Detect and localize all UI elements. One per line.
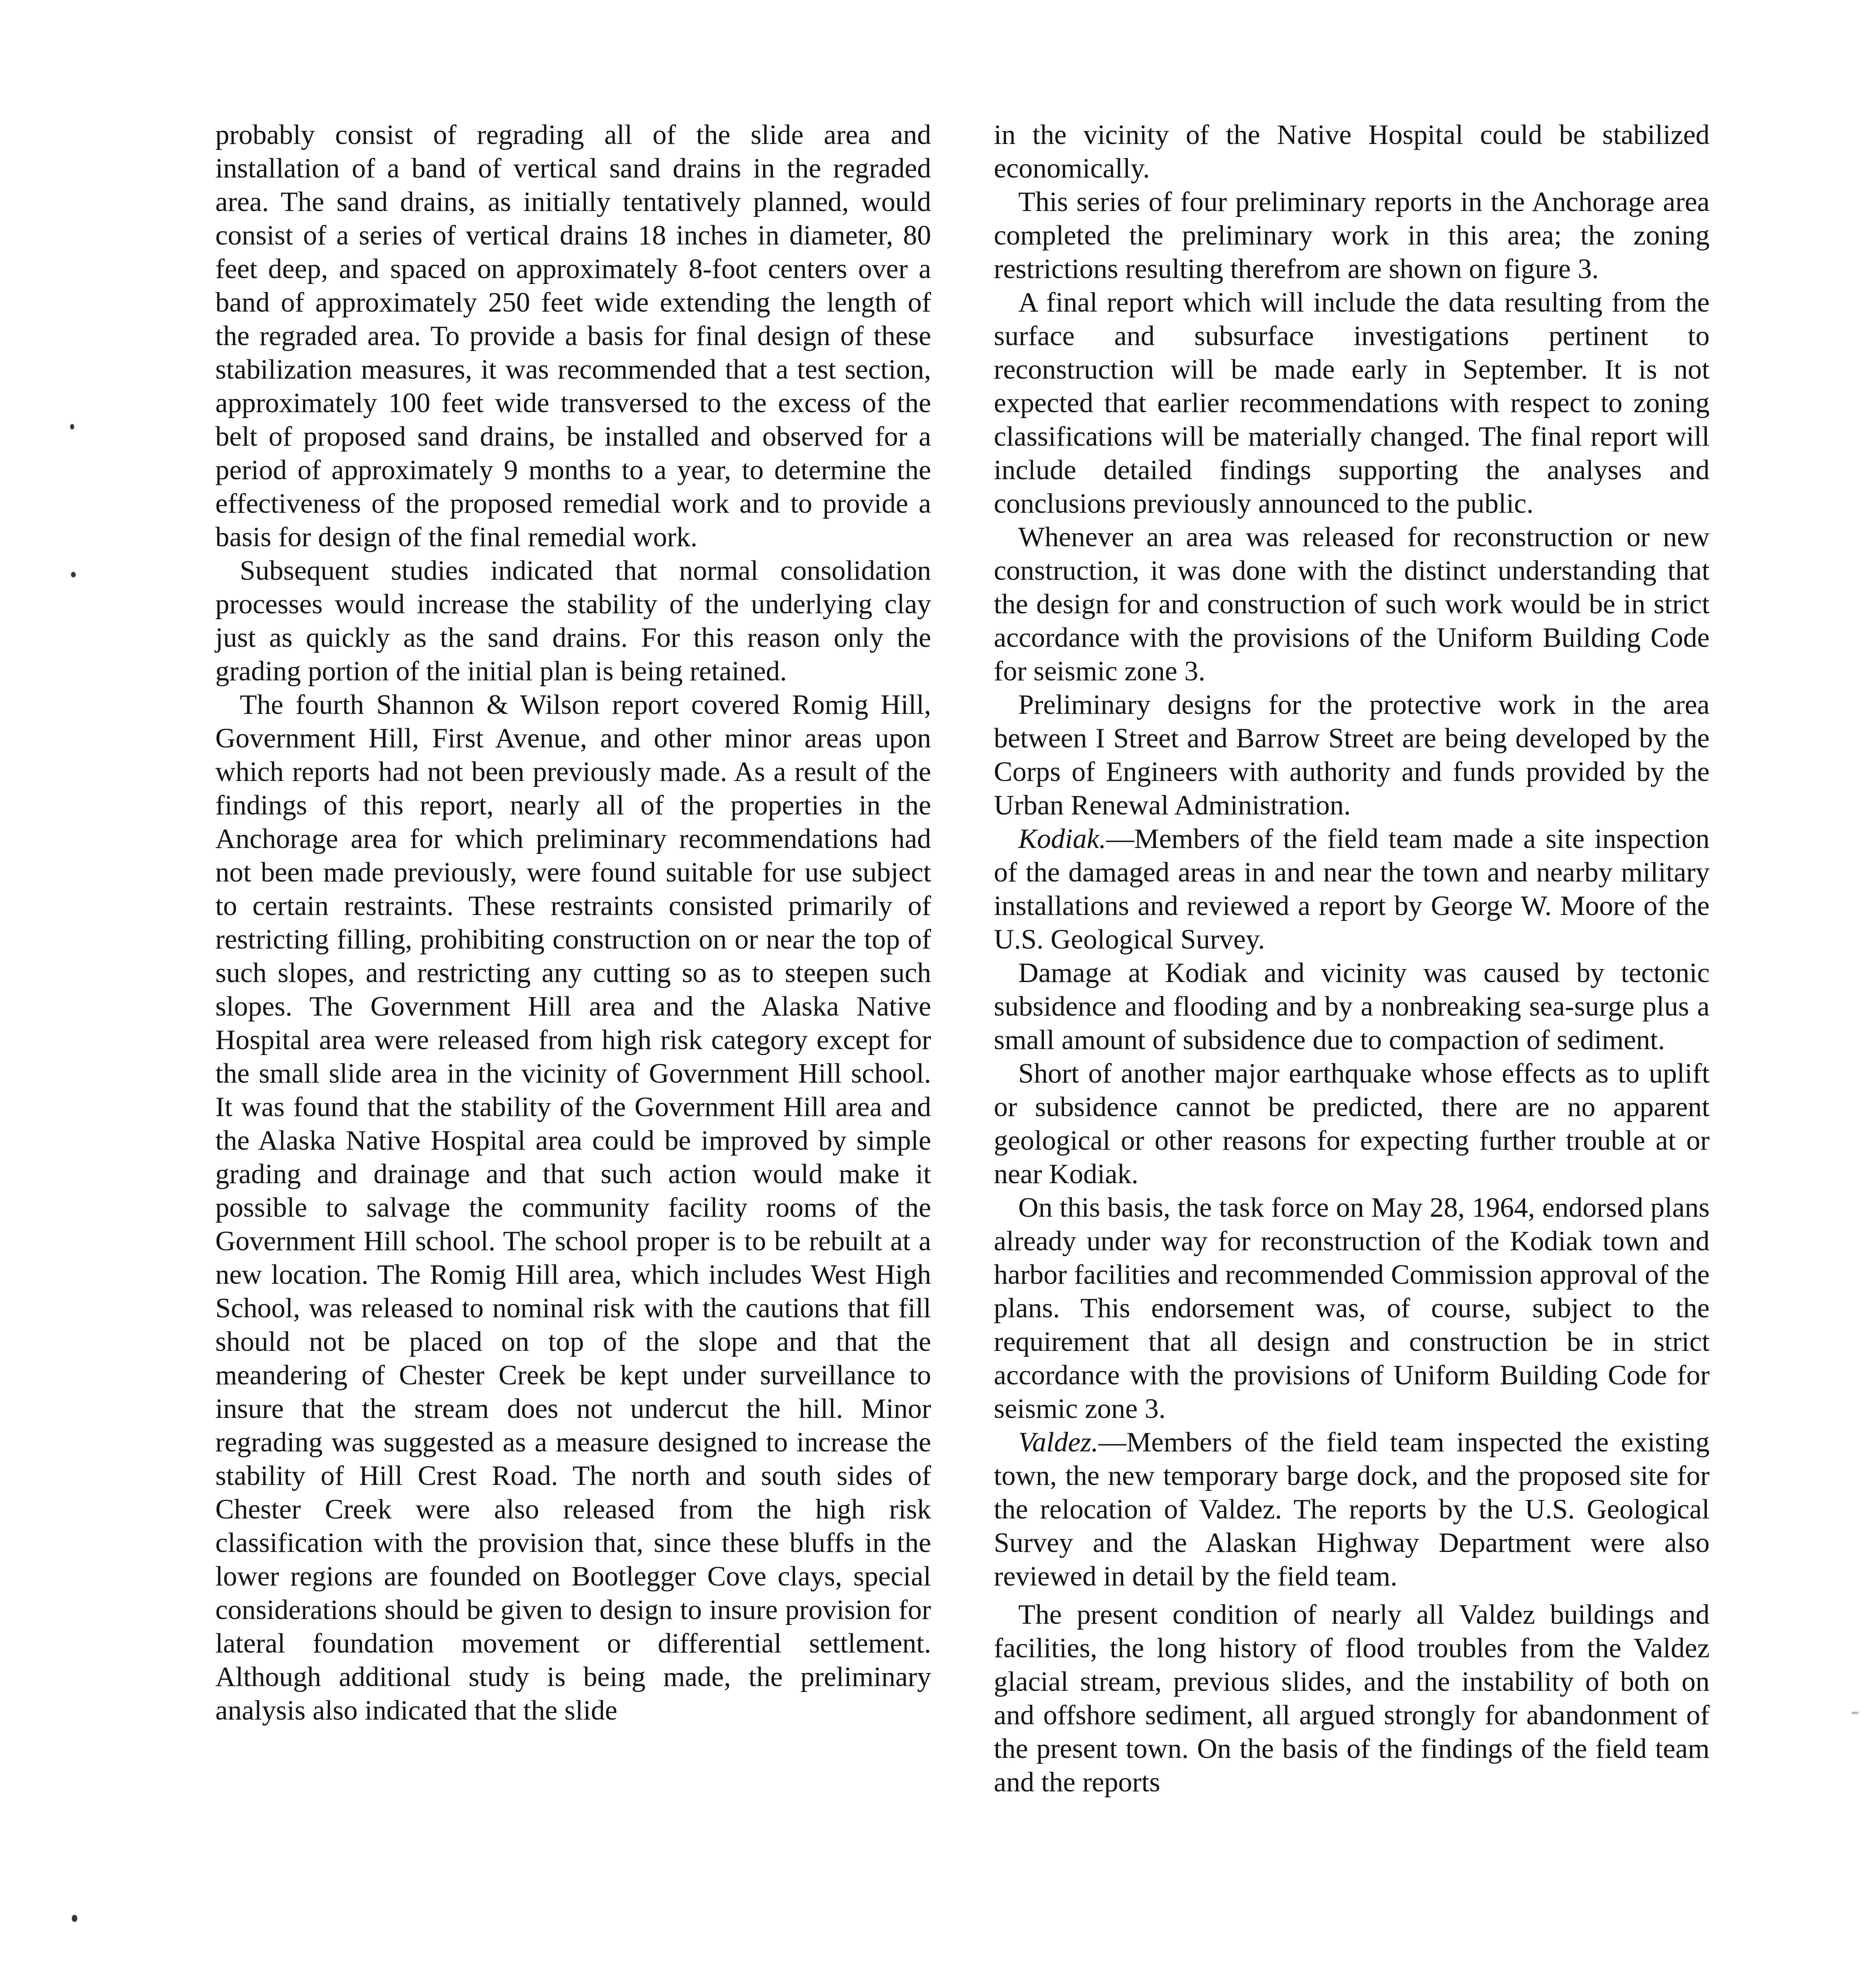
kodiak-section xyxy=(994,822,1710,956)
right-column xyxy=(994,118,1710,1799)
paragraph: Whenever an area was released for reconstruction or new construction, it was done with the distinct understanding that the design for and construction of such work would be in strict accordance with the provisions of the Uniform Building Code for seismic zone 3. xyxy=(994,522,1710,687)
paragraph: The fourth Shannon & Wilson report covered Romig Hill, Government Hill, First Avenue, and other minor areas upon which reports had not been previously made. As a result of the findings of this report, nearly all of the properties in the Anchorage area for which preliminary recommendations had not been made previously, were found suitable for use subject to certain restraints. These restraints consisted primarily of restricting filling, prohibiting construction on or near the top of such slopes, and restricting any cutting so as to steepen such slopes. The Government Hill area and the Alaska Native Hospital area were released from high risk category except for the small slide area in the vicinity of Government Hill school. It was found that the stability of the Government Hill area and the Alaska Native Hospital area could be improved by simple grading and drainage and that such action would make it possible to salvage the community facility rooms of the Government Hill school. The school proper is to be rebuilt at a new location. The Romig Hill area, which includes West High School, was released to nominal risk with the cautions that fill should not be placed on top of the slope and that the meandering of Chester Creek be kept under surveillance to insure that the stream does not undercut the hill. Minor regrading was suggested as a measure designed to increase the stability of Hill Crest Road. The north and south sides of Chester Creek were also released from the high risk classification with the provision that, since these bluffs in the lower regions are founded on Bootlegger Cove clays, special considerations should be given to design to insure provision for lateral foundation movement or differential settlement. Although additional study is being made, the preliminary analysis also indicated that the slide xyxy=(215,689,931,1726)
kodiak-intro: —Members of the field team made a site inspection of the damaged areas in and near the town and nearby military installations and reviewed a report by George W. Moore of the U.S. Geological Survey. xyxy=(994,824,1710,955)
valdez-intro: —Members of the field team inspected the existing town, the new temporary barge dock, and the proposed site for the relocation of Valdez. The reports by the U.S. Geological Survey and the Alaskan Highway Department were also reviewed in detail by the field team. xyxy=(994,1427,1710,1592)
kodiak-heading: Kodiak. xyxy=(1018,824,1106,854)
scan-speck xyxy=(70,424,74,430)
paragraph: Damage at Kodiak and vicinity was caused by tectonic subsidence and flooding and by a nonbreaking sea-surge plus a small amount of subsidence due to compaction of sediment. xyxy=(994,958,1710,1055)
valdez-section xyxy=(994,1426,1710,1593)
paragraph: A final report which will include the data resulting from the surface and subsurface investigations pertinent to reconstruction will be made early in September. It is not expected that earlier recommendations with respect to zoning classifications will be materially changed. The final report will include detailed findings supporting the analyses and conclusions previously announced to the public. xyxy=(994,287,1710,519)
valdez-heading: Valdez. xyxy=(1018,1427,1099,1458)
paragraph: Preliminary designs for the protective work in the area between I Street and Barrow Street are being developed by the Corps of Engineers with authority and funds provided by the Urban Renewal Administration. xyxy=(994,689,1710,821)
paragraph: Short of another major earthquake whose effects as to uplift or subsidence cannot be predicted, there are no apparent geological or other reasons for expecting further trouble at or near Kodiak. xyxy=(994,1058,1710,1190)
paragraph: in the vicinity of the Native Hospital could be stabilized economically. xyxy=(994,120,1710,184)
paragraph: probably consist of regrading all of the slide area and installation of a band of vertical sand drains in the regraded area. The sand drains, as initially tentatively planned, would consist of a series of vertical drains 18 inches in diameter, 80 feet deep, and spaced on approximately 8-foot centers over a band of approximately 250 feet wide extending the length of the regraded area. To provide a basis for final design of these stabilization measures, it was recommended that a test section, approximately 100 feet wide transversed to the excess of the belt of proposed sand drains, be installed and observed for a period of approximately 9 months to a year, to determine the effectiveness of the proposed remedial work and to provide a basis for design of the final remedial work. xyxy=(215,120,931,553)
paragraph: The present condition of nearly all Valdez buildings and facilities, the long history of flood troubles from the Valdez glacial stream, previous slides, and the instability of both on and offshore sediment, all argued strongly for abandonment of the present town. On the basis of the findings of the field team and the reports xyxy=(994,1599,1710,1798)
paragraph: Subsequent studies indicated that normal consolidation processes would increase the stability of the underlying clay just as quickly as the sand drains. For this reason only the grading portion of the initial plan is being retained. xyxy=(215,555,931,687)
left-column xyxy=(215,118,931,1727)
paragraph: This series of four preliminary reports in the Anchorage area completed the preliminary work in this area; the zoning restrictions resulting therefrom are shown on figure 3. xyxy=(994,187,1710,284)
scan-speck xyxy=(1852,1712,1859,1714)
scan-speck xyxy=(72,1915,77,1922)
scan-speck xyxy=(71,572,76,577)
paragraph: On this basis, the task force on May 28, 1964, endorsed plans already under way for reconstruction of the Kodiak town and harbor facilities and recommended Commission approval of the plans. This endorsement was, of course, subject to the requirement that all design and construction be in strict accordance with the provisions of Uniform Building Code for seismic zone 3. xyxy=(994,1192,1710,1424)
